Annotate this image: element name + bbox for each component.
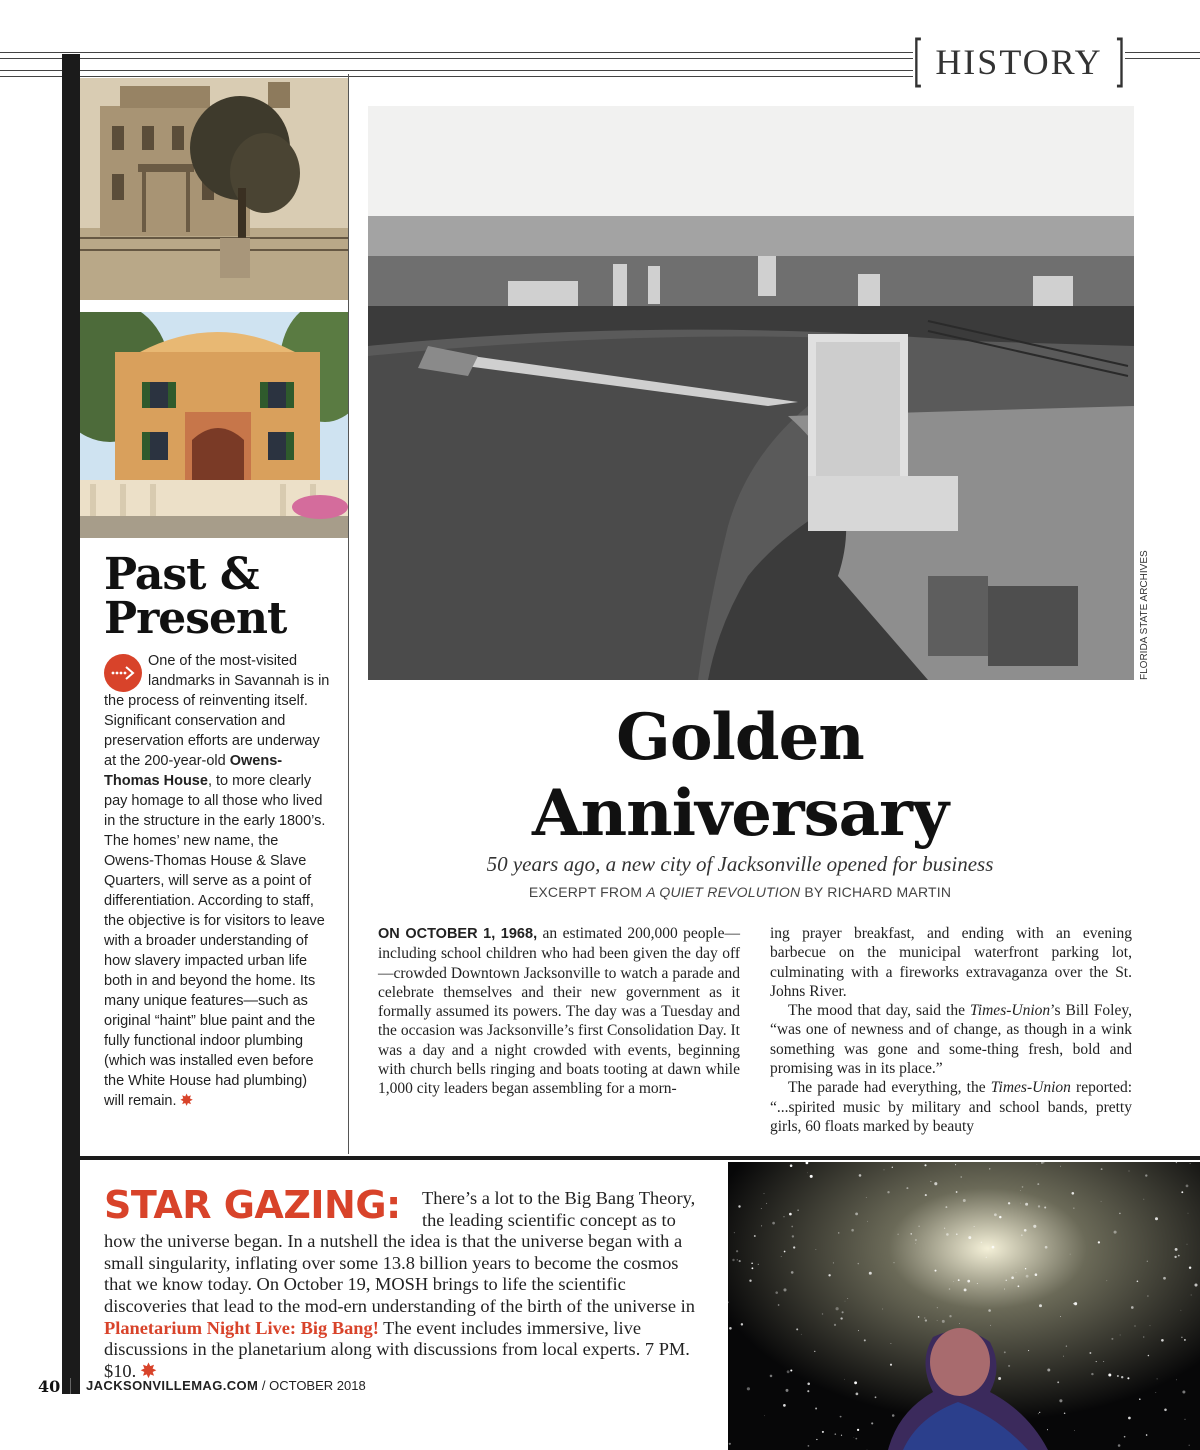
section-label: HISTORY [935,42,1103,82]
excerpt-credit: EXCERPT FROM A QUIET REVOLUTION BY RICHARD MARTIN [528,884,952,900]
section-divider [80,1156,1200,1160]
article-column-2: ing prayer breakfast, and ending with an evening barbecue on the municipal waterfront parking lot, culminating with a fireworks extravaganza over the St. Johns River. The mood that day, said the Times-Union’s Bill Foley, “was one of newness and of change, as though in a wink something was gone and some-thing fresh, bold and promising was in its place.” The parade had everything, the Times-Union reported: “...spirited music by military and school bands, pretty girls, 60 floats marked by beauty [770,925,1132,1135]
historic-house-photo [80,78,348,300]
star-gazing-heading: STAR GAZING: [104,1183,401,1227]
article-column-1: ON OCTOBER 1, 1968, an estimated 200,000 people—including school children who had been given the day off—crowded Downtown Jacksonville to watch a parade and celebrate themselves and their new government as it formally assumed its powers. The day was a Tuesday and the occasion was Jacksonville’s first Consolidation Day. It was a day and a night crowded with events, beginning with church bells ringing and boats tooting at dawn while 1,000 city leaders began assembling for a morn- [378,925,740,1098]
lead-in: ON OCTOBER 1, 1968, [378,926,538,942]
jacksonville-aerial-photo [368,106,1134,680]
owens-thomas-house-name: Owens-Thomas House [104,753,283,789]
page-number: 40 [38,1377,61,1396]
feature-headline: Golden Anniversary [531,700,949,851]
column-divider [348,74,349,1154]
planetarium-stars-photo [728,1162,1200,1450]
footer-separator [70,1378,71,1394]
feature-deck: 50 years ago, a new city of Jacksonville opened for business [486,852,994,876]
past-present-title: Past & Present [104,549,287,644]
footer-site: JACKSONVILLEMAG.COM / OCTOBER 2018 [86,1378,366,1393]
top-rule-3 [0,70,920,71]
star-gazing-body: There’s a lot to the Big Bang Theory, the leading scientific concept as to how the universe began. In a nutshell the idea is that the universe began with a small singularity, inflating over some 13.8 billion years to become the cosmos that we know today. On October 19, MOSH brings to life the scientific discoveries that lead to the mod-ern understanding of the birth of the universe in Planetarium Night Live: Big Bang! The event includes immersive, live discussions in the planetarium along with discussions from local experts. 7 PM. $10. ✸ [104,1188,696,1381]
owens-thomas-house-photo [80,312,348,538]
section-tag: [ HISTORY ] [913,29,1125,94]
past-present-body: One of the most-visited landmarks in Savannah is in the process of reinventing itself. Significant conservation and preservation efforts are underway at the 200-year-old Owens-Thomas House, to more clearly pay homage to all those who lived in the structure in the early 1800’s. The homes’ new name, the Owens-Thomas House & Slave Quarters, will serve as a point of differentiation. According to staff, the objective is for visitors to leave with a broader understanding of how slavery impacted urban life both in and beyond the home. Its many unique features—such as original “haint” blue paint and the fully functional indoor plumbing (which was installed even before the White House had plumbing) will remain. ✸ [104,653,330,1109]
end-mark-icon: ✸ [180,1093,193,1109]
photo-credit: FLORIDA STATE ARCHIVES [1139,550,1150,680]
event-name: Planetarium Night Live: Big Bang! [104,1317,379,1338]
top-rule-4 [0,76,920,77]
left-margin-bar [62,54,80,1394]
end-mark-icon: ✸ [140,1360,157,1381]
